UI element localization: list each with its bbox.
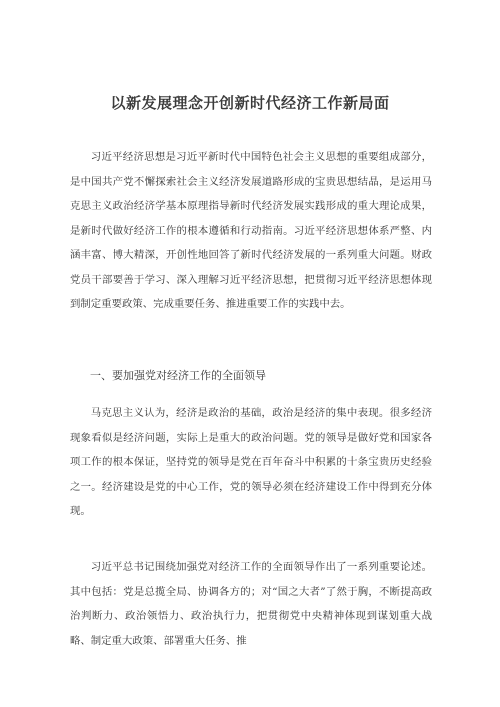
document-title: 以新发展理念开创新时代经济工作新局面 [110,94,390,112]
paragraph-section1-b: 习近平总书记围绕加强党对经济工作的全面领导作出了一系列重要论述。其中包括：党是总揽全局、协调各方的；对“国之大者”了然于胸，不断提高政治判断力、政治领悟力、政治执行力，把贯彻党中央精神体现到谋划重大战略、制定重大政策、部署重大任务、推 [70,561,432,647]
section-heading-1: 一、要加强党对经济工作的全面领导 [90,369,266,382]
paragraph-intro: 习近平经济思想是习近平新时代中国特色社会主义思想的重要组成部分，是中国共产党不懈探索社会主义经济发展道路形成的宝贵思想结晶，是运用马克思主义政治经济学基本原理指导新时代经济发展实践形成的重大理论成果，是新时代做好经济工作的根本遵循和行动指南。习近平经济思想体系严整、内涵丰富、博大精深，开创性地回答了新时代经济发展的一系列重大问题。财政党员干部要善于学习、深入理解习近平经济思想，把贯彻习近平经济思想体现到制定重要政策、完成重要任务、推进重要工作的实践中去。 [70,151,432,310]
paragraph-section1-a: 马克思主义认为，经济是政治的基础，政治是经济的集中表现。很多经济现象看似是经济问题，实际上是重大的政治问题。党的领导是做好党和国家各项工作的根本保证，坚持党的领导是党在百年奋斗中积累的十条宝贵历史经验之一。经济建设是党的中心工作，党的领导必须在经济建设工作中得到充分体现。 [70,407,432,517]
